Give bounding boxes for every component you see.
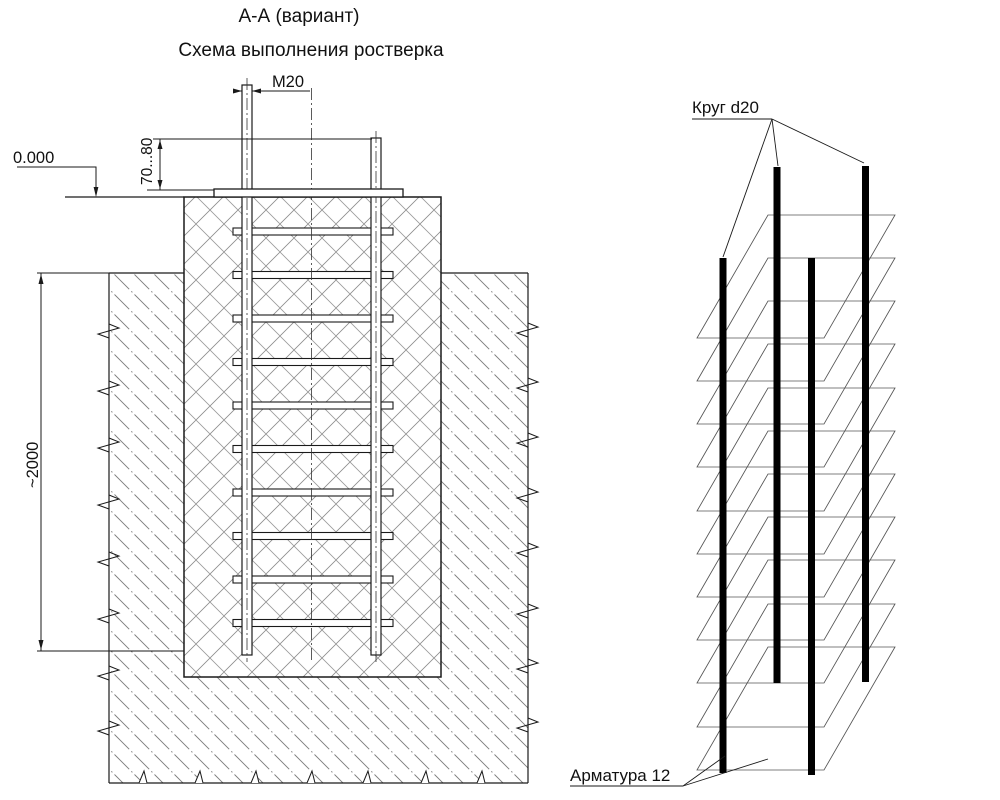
rebar-cage-bars <box>720 166 870 775</box>
depth-dim-label: ~2000 <box>24 441 42 488</box>
dim-protrusion <box>139 137 372 190</box>
cage-bar-back-left <box>774 167 781 683</box>
tie-rung <box>233 533 393 540</box>
tie-rung <box>233 489 393 496</box>
anchor-bolt-left <box>242 78 252 662</box>
anchor-plate <box>214 189 403 197</box>
cage-bar-front-left <box>720 258 727 773</box>
tie-rung <box>233 446 393 453</box>
leader-line <box>772 119 778 166</box>
leader-line <box>723 119 772 257</box>
section-title: А-А (вариант) <box>238 6 360 27</box>
tie-rung <box>233 272 393 279</box>
rebar-label: Арматура 12 <box>570 766 671 785</box>
elevation-arrow-icon <box>94 187 99 197</box>
cage-bar-back-right <box>862 166 869 682</box>
tie-rung <box>233 228 393 235</box>
drawing-titles <box>178 6 444 61</box>
leader-line <box>683 756 725 786</box>
tie-rung <box>233 576 393 583</box>
tie-rung <box>233 315 393 322</box>
anchor-bolt-right <box>371 131 381 662</box>
scheme-title: Схема выполнения ростверка <box>178 40 444 61</box>
rebar-callout <box>570 756 768 786</box>
bolt-size-label: М20 <box>271 73 305 91</box>
section-view <box>13 73 538 783</box>
leader-line <box>772 119 864 163</box>
rod-label: Круг d20 <box>692 98 759 117</box>
elevation-label: 0.000 <box>13 149 55 167</box>
grillage-pier <box>184 197 441 677</box>
cage-bar-front-right <box>808 258 815 775</box>
tie-rung <box>233 620 393 627</box>
tie-rung <box>233 402 393 409</box>
tie-rung <box>233 359 393 366</box>
protrusion-dim-label: 70...80 <box>139 137 156 185</box>
cage-view <box>570 98 895 786</box>
